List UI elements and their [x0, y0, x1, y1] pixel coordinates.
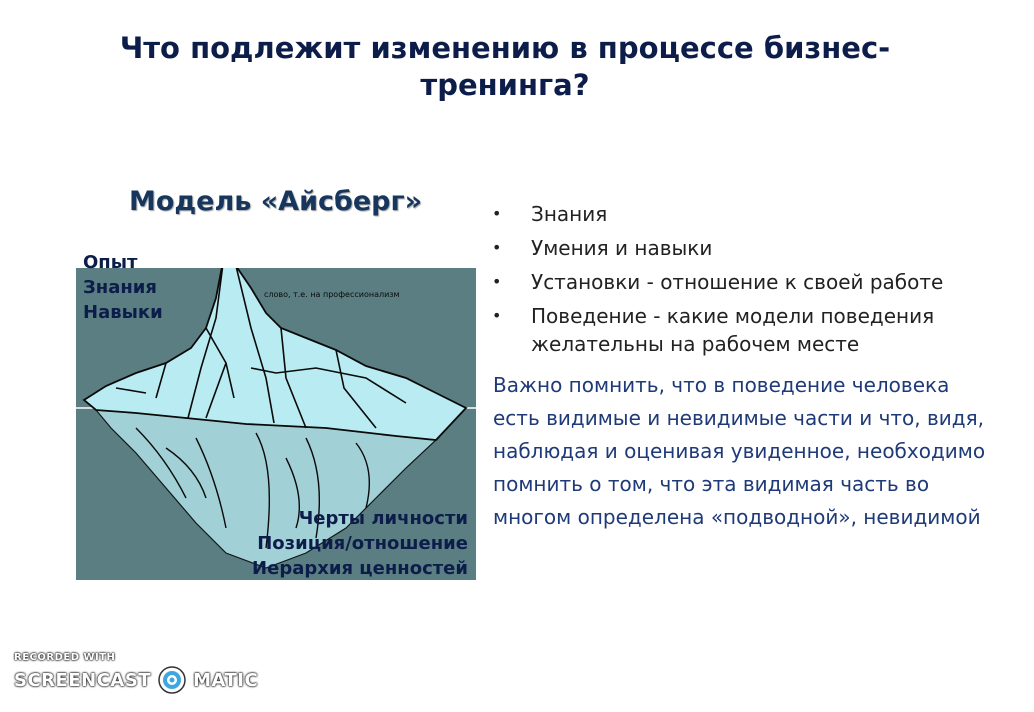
bullet-icon: •	[492, 238, 502, 257]
bottom-label-attitude: Позиция/отношение	[257, 533, 468, 554]
watermark-left: SCREENCAST	[14, 669, 152, 691]
iceberg-bottom-labels	[200, 506, 468, 581]
iceberg-top-labels	[83, 250, 163, 325]
top-label-experience: Опыт	[83, 252, 138, 273]
watermark-line1: RECORDED WITH	[14, 652, 116, 663]
list-item: • Поведение - какие модели поведения желательны на рабочем месте	[492, 304, 935, 356]
screencast-logo-icon	[157, 665, 187, 695]
top-label-knowledge: Знания	[83, 277, 157, 298]
model-title: Модель «Айсберг»	[128, 186, 423, 217]
bullet-icon: •	[492, 204, 502, 223]
bullet-icon: •	[492, 306, 502, 325]
list-item: • Знания	[492, 202, 608, 226]
list-item: • Умения и навыки	[492, 236, 713, 260]
iceberg-side-note: слово, т.е. на профессионализм	[264, 290, 400, 299]
list-item: • Установки - отношение к своей работе	[492, 270, 944, 294]
top-label-skills: Навыки	[83, 302, 163, 323]
watermark-right: MATIC	[193, 669, 259, 691]
bullet-list	[492, 200, 992, 364]
screencast-watermark	[14, 652, 258, 695]
bottom-label-personality: Черты личности	[298, 508, 468, 529]
bullet-icon: •	[492, 272, 502, 291]
bottom-label-values: Иерархия ценностей	[252, 558, 468, 579]
slide-title: Что подлежит изменению в процессе бизнес-тренинга?	[119, 31, 891, 102]
important-note: Важно помнить, что в поведение человека есть видимые и невидимые части и что, видя, наблюдая и оценивая увиденное, необходимо помнить о том, что эта видимая часть во многом определена «подводной», невидимой	[493, 373, 986, 529]
